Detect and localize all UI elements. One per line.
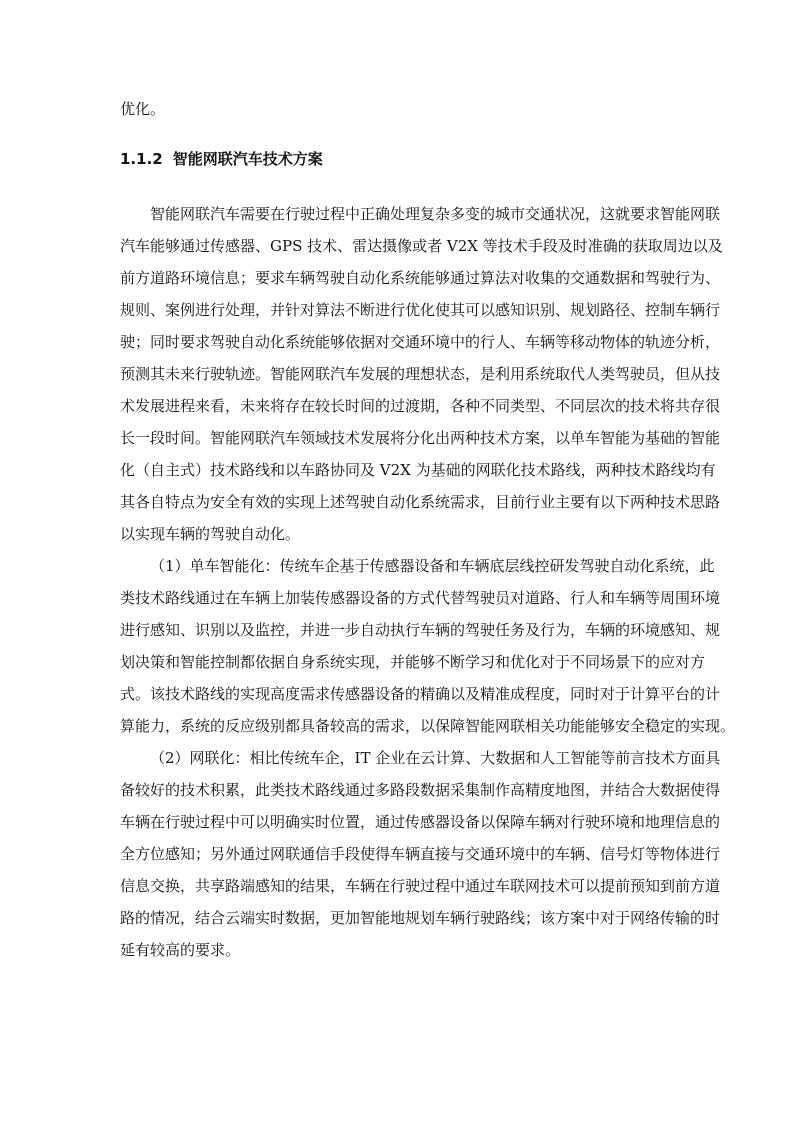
paragraph-1-line: 以实现车辆的驾驶自动化。 [120,525,301,543]
paragraph-1-line: 术发展进程来看，未来将存在较长时间的过渡期，各种不同类型、不同层次的技术将共存很 [120,397,721,415]
section-heading [120,148,323,170]
paragraph-2-line: （1）单车智能化：传统车企基于传感器设备和车辆底层线控研发驾驶自动化系统，此 [150,557,715,575]
paragraph-2-line: 类技术路线通过在车辆上加装传感器设备的方式代替驾驶员对道路、行人和车辆等周围环境 [120,589,721,607]
paragraph-3-line: 信息交换，共享路端感知的结果，车辆在行驶过程中通过车联网技术可以提前预知到前方道 [120,877,721,895]
paragraph-3-line: 全方位感知；另外通过网联通信手段使得车辆直接与交通环境中的车辆、信号灯等物体进行 [120,845,721,863]
paragraph-3-line: 备较好的技术积累，此类技术路线通过多路段数据采集制作高精度地图，并结合大数据使得 [120,781,721,799]
section-title: 智能网联汽车技术方案 [172,150,323,168]
paragraph-3-line: 路的情况，结合云端实时数据，更加智能地规划车辆行驶路线；该方案中对于网络传输的时 [120,909,721,927]
paragraph-1-line: 前方道路环境信息；要求车辆驾驶自动化系统能够通过算法对收集的交通数据和驾驶行为、 [120,269,721,287]
paragraph-1-line: 驶；同时要求驾驶自动化系统能够依据对交通环境中的行人、车辆等移动物体的轨迹分析， [120,333,721,351]
paragraph-3-line: 延有较高的要求。 [120,941,241,959]
paragraph-2-line: 式。该技术路线的实现高度需求传感器设备的精确以及精准成程度，同时对于计算平台的计 [120,685,721,703]
paragraph-1-line: 汽车能够通过传感器、GPS 技术、雷达摄像或者 V2X 等技术手段及时准确的获取周边以及 [120,237,723,255]
paragraph-3-line: （2）网联化：相比传统车企，IT 企业在云计算、大数据和人工智能等前言技术方面具 [150,749,721,767]
paragraph-2-line: 划决策和智能控制都依据自身系统实现，并能够不断学习和优化对于不同场景下的应对方 [120,653,706,671]
paragraph-2-line: 算能力，系统的反应级别都具备较高的需求，以保障智能网联相关功能能够安全稳定的实现。 [120,717,736,735]
paragraph-1-line: 化（自主式）技术路线和以车路协同及 V2X 为基础的网联化技术路线，两种技术路线均有 [120,461,716,479]
paragraph-3-line: 车辆在行驶过程中可以明确实时位置，通过传感器设备以保障车辆对行驶环境和地理信息的 [120,813,721,831]
paragraph-2-line: 进行感知、识别以及监控，并进一步自动执行车辆的驾驶任务及行为，车辆的环境感知、规 [120,621,721,639]
paragraph-1-line: 预测其未来行驶轨迹。智能网联汽车发展的理想状态，是利用系统取代人类驾驶员，但从技 [120,365,721,383]
paragraph-1-line: 规则、案例进行处理，并针对算法不断进行优化使其可以感知识别、规划路径、控制车辆行 [120,301,721,319]
paragraph-1-line: 智能网联汽车需要在行驶过程中正确处理复杂多变的城市交通状况，这就要求智能网联 [150,205,721,223]
paragraph-1-line: 其各自特点为安全有效的实现上述驾驶自动化系统需求，目前行业主要有以下两种技术思路 [120,493,721,511]
intro-tail-text: 优化。 [120,100,166,118]
section-number: 1.1.2 [120,150,163,168]
paragraph-1-line: 长一段时间。智能网联汽车领域技术发展将分化出两种技术方案，以单车智能为基础的智能 [120,429,721,447]
